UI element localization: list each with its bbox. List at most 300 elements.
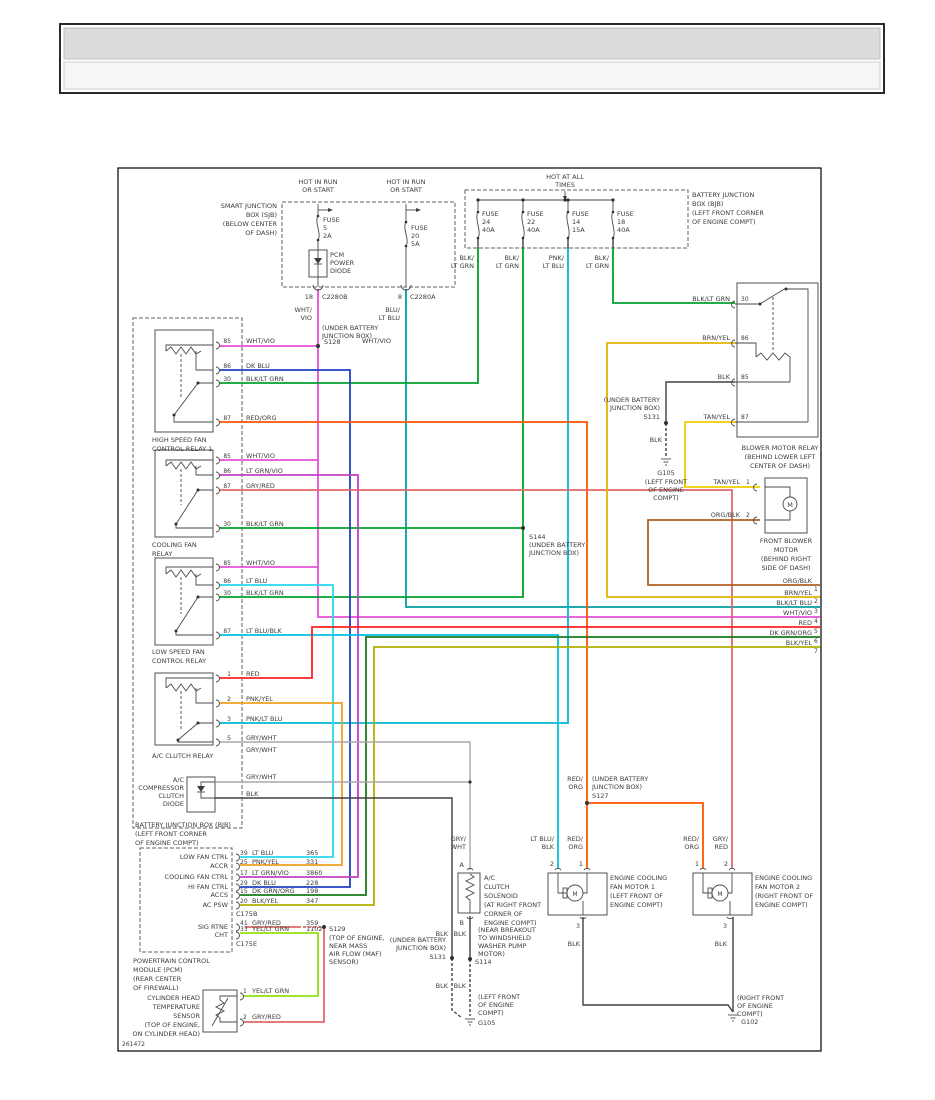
bjb-title: OF ENGINE COMPT) [692, 218, 756, 226]
g105-bottom-location: OF ENGINE [478, 1001, 514, 1009]
feed-arrow-right [416, 208, 421, 212]
g102-location: COMPT) [737, 1010, 763, 1018]
pin-number: 5 [227, 735, 231, 742]
stub-number: 1 [814, 586, 818, 593]
wire-label: PNK/LT BLU [246, 715, 283, 723]
pin-number: 30 [223, 590, 231, 597]
pin-number: 39 [240, 850, 248, 857]
fuse5-label: FUSE [323, 216, 340, 224]
wire-label: GRY/WHT [246, 734, 277, 742]
ls-relay-name: LOW SPEED FAN [152, 648, 205, 656]
bjb-left-label: BATTERY JUNCTION BOX (BJB) [135, 821, 231, 829]
s128-location: (UNDER BATTERY [322, 324, 379, 332]
pcm-connector-id: C175E [236, 940, 258, 948]
g105-top-location: (LEFT FRONT [644, 478, 688, 486]
pin-number: 29 [240, 880, 248, 887]
blower-relay-box [737, 283, 818, 437]
s131-top-location: (UNDER BATTERY [603, 396, 660, 404]
cht-name: ON CYLINDER HEAD) [132, 1030, 200, 1038]
hs-relay-name: HIGH SPEED FAN [152, 436, 207, 444]
stub-number: 3 [814, 608, 818, 615]
wire-label: GRY/RED [246, 482, 275, 490]
circuit-number: 365 [306, 849, 319, 857]
wire-label: PNK/YEL [252, 858, 279, 866]
pin-number: 1 [746, 479, 750, 486]
wire-label: GRY/WHT [246, 773, 277, 781]
pin-number: 87 [223, 628, 231, 635]
pcm-diode-label: DIODE [330, 267, 352, 275]
s144-id: S144 [529, 533, 546, 541]
wire-label: BLK [649, 436, 662, 444]
blower-relay-name: (BEHIND LOWER LEFT [744, 453, 816, 461]
ac-relay-name: A/C CLUTCH RELAY [152, 752, 214, 760]
header [60, 24, 884, 93]
fan1-name: FAN MOTOR 1 [610, 883, 656, 891]
pcm-name: POWERTRAIN CONTROL [133, 957, 210, 965]
pin-number: 86 [741, 335, 749, 342]
motor-symbol-label: M [787, 501, 793, 509]
pin-number: 87 [223, 415, 231, 422]
wire-label: YEL/LT GRN [252, 987, 290, 995]
hot-in-run-label: OR START [302, 186, 334, 194]
connector-pin: 8 [397, 293, 402, 301]
pin-number: 2 [549, 860, 554, 868]
pin-number: 41 [240, 920, 248, 927]
wire-label: ORG/BLK [710, 511, 740, 519]
bjb-left-label: (LEFT FRONT CORNER [135, 830, 207, 838]
pin-number: 2 [746, 512, 750, 519]
cht-name: CYLINDER HEAD [147, 994, 200, 1002]
wire-label: BLK/LT GRN [692, 295, 730, 303]
pin-number: 86 [223, 578, 231, 585]
g102-location: OF ENGINE [737, 1002, 773, 1010]
wire-label: BLK [435, 930, 448, 938]
fuse18-amp: 40A [617, 226, 630, 234]
blower-relay-name: BLOWER MOTOR RELAY [741, 444, 819, 452]
stub-wire-label: DK GRN/ORG [769, 629, 812, 637]
blower-motor-name: MOTOR [773, 546, 799, 554]
hot-in-run-label: HOT IN RUN [298, 178, 338, 186]
connector-id: C2280B [322, 293, 348, 301]
hot-at-all-times-label: HOT AT ALL [546, 173, 584, 181]
s128-location: JUNCTION BOX) [322, 332, 373, 340]
pin-number: 33 [240, 926, 248, 933]
fuse-label: FUSE [617, 210, 634, 218]
wire-label: BLK [717, 373, 730, 381]
wire-label: GRY/ [712, 835, 728, 843]
pin-number: 1 [227, 671, 231, 678]
wire-label-blu-lt-blu: LT BLU [378, 314, 400, 322]
stub-wire-label: RED [798, 619, 812, 627]
pin-number: 2 [243, 1014, 247, 1021]
pin-number: 85 [741, 374, 749, 381]
blower-relay-labels [604, 295, 819, 502]
s128-id: S128 [324, 338, 341, 346]
fuse22-amp: 40A [527, 226, 540, 234]
clutch-diode-name: A/C [172, 776, 184, 784]
wire-label-blu-lt-blu: BLU/ [385, 306, 400, 314]
blower-motor-name: FRONT BLOWER [759, 537, 813, 545]
pin-number: 17 [240, 870, 248, 877]
stub-wire-label: ORG/BLK [782, 577, 812, 585]
stub-number: 6 [814, 638, 818, 645]
s114-location: (NEAR BREAKOUT [478, 926, 536, 934]
g105-bottom-id: G105 [478, 1019, 496, 1027]
s127-location: JUNCTION BOX) [592, 783, 643, 791]
cht-name: TEMPERATURE [152, 1003, 200, 1011]
pin-number: 87 [223, 483, 231, 490]
bjb-left-label: OF ENGINE COMPT) [135, 839, 199, 847]
wire-label: LT BLU [542, 262, 564, 270]
s144-location: (UNDER BATTERY [529, 541, 586, 549]
hot-at-all-times-label: TIMES [555, 181, 575, 189]
clutch-diode-name: CLUTCH [158, 792, 184, 800]
stub-wire-label: BRN/YEL [784, 589, 812, 597]
s127-id: S127 [592, 792, 609, 800]
pin-number: 3 [576, 923, 580, 930]
fuse-label: FUSE [482, 210, 499, 218]
stub-wire-label: WHT/VIO [783, 609, 812, 617]
wire-label: PNK/YEL [246, 695, 273, 703]
clutch-diode-glyph [197, 786, 205, 792]
cht-labels [132, 987, 289, 1038]
ls-relay-box [155, 558, 213, 645]
fuse5-num: 5 [323, 224, 328, 232]
blower-motor-name: (BEHIND RIGHT [760, 555, 812, 563]
fuse14-num: 14 [572, 218, 581, 226]
ac-relay-box [155, 673, 213, 745]
wire-lt-grn-vio [219, 475, 358, 877]
wire-label: YEL/LT GRN [252, 925, 290, 933]
wire-label-wht-vio: WHT/VIO [362, 337, 391, 345]
pcm-diode-label: PCM [330, 251, 345, 259]
pin-number: 87 [741, 414, 749, 421]
motor-symbol-label: M [717, 891, 723, 898]
clutch-diode-name: COMPRESSOR [138, 784, 184, 792]
splice-s131-bottom-dot [450, 956, 454, 960]
offpage-stubs [769, 577, 818, 655]
pcm-pin-function: COOLING FAN CTRL [164, 873, 228, 881]
pcm-pin-function: AC PSW [202, 901, 228, 909]
wire-label: BLK [714, 940, 727, 948]
solenoid-name: (AT RIGHT FRONT [484, 901, 542, 909]
circuit-number: 331 [306, 858, 319, 866]
splice-s144-dot [521, 526, 525, 530]
sjb-box [282, 202, 455, 287]
wire-label: LT BLU [252, 849, 274, 857]
wire-label: BRN/YEL [702, 334, 730, 342]
fan2-name: ENGINE COOLING [755, 874, 813, 882]
pcm-name: (REAR CENTER [133, 975, 182, 983]
circuit-number: 198 [306, 887, 319, 895]
splice-s128-dot [316, 344, 320, 348]
s129-location: NEAR MASS [329, 942, 368, 950]
wire-label: BLK [246, 790, 259, 798]
solenoid-pin-a: A [459, 861, 464, 869]
g105-top-location: COMPT) [653, 494, 679, 502]
wire-label: BLK [453, 930, 466, 938]
wire-label-wht-vio: WHT/ [294, 306, 312, 314]
wire-label: BLK/LT GRN [246, 589, 284, 597]
pcm-diode-label: POWER [330, 259, 355, 267]
circuit-number: 3860 [306, 869, 323, 877]
bjb-title: BATTERY JUNCTION [692, 191, 755, 199]
wire-blk-yel [240, 647, 820, 905]
wire-label: ORG [684, 843, 699, 851]
fuse-label: FUSE [572, 210, 589, 218]
stub-wire-label: BLK/LT BLU [776, 599, 812, 607]
sjb-title: OF DASH) [245, 229, 277, 237]
pcm-pin-function: CHT [214, 931, 228, 939]
pin-number: 85 [223, 453, 231, 460]
pin-number: 30 [741, 296, 749, 303]
blower-relay-name: CENTER OF DASH) [750, 462, 810, 470]
pcm-pin-function: LOW FAN CTRL [179, 853, 228, 861]
cf-relay-name: COOLING FAN [152, 541, 197, 549]
solenoid-ground-labels [390, 835, 541, 1027]
sjb-title: BOX (SJB) [245, 211, 277, 219]
wire-label: LT GRN [585, 262, 609, 270]
wire-label: BLK/LT GRN [246, 375, 284, 383]
pin-number: 2 [723, 860, 728, 868]
wire-label: LT BLU/BLK [246, 627, 282, 635]
wire-dk-blu [219, 370, 350, 887]
fuse24-num: 24 [482, 218, 491, 226]
ls-relay-name: CONTROL RELAY [152, 657, 207, 665]
pin-number: 86 [223, 363, 231, 370]
s127-location: (UNDER BATTERY [592, 775, 649, 783]
pcm-pin-function: HI FAN CTRL [187, 883, 228, 891]
s129-location: (TOP OF ENGINE, [329, 934, 385, 942]
wire-label: LT BLU [246, 577, 268, 585]
wire-label: RED/ [683, 835, 699, 843]
wire-label: GRY/RED [252, 1013, 281, 1021]
stub-number: 5 [814, 628, 818, 635]
solenoid-pin-b: B [459, 919, 464, 927]
wire-label: BLK/ [504, 254, 519, 262]
s131-top-location: JUNCTION BOX) [609, 404, 660, 412]
hs-relay-name: CONTROL RELAY 1 [152, 445, 213, 453]
blower-motor-labels [711, 478, 813, 572]
wire-label: LT GRN/VIO [246, 467, 283, 475]
s114-location: WASHER PUMP [478, 942, 527, 950]
bjb-title: BOX (BJB) [692, 200, 724, 208]
wire-label: WHT/VIO [246, 337, 275, 345]
fuse18-num: 18 [617, 218, 626, 226]
s114-location: TO WINDSHIELD [478, 934, 532, 942]
pin-number: 85 [223, 338, 231, 345]
solenoid-name: A/C [484, 874, 496, 882]
stub-wire-label: BLK/YEL [785, 639, 812, 647]
solenoid-name: ENGINE COMPT) [484, 919, 537, 927]
splice-s129-dot [322, 925, 326, 929]
splice-s127-dot [585, 801, 589, 805]
pin-number: 1 [243, 988, 247, 995]
pin-number: 20 [240, 898, 248, 905]
wire-label: ORG [568, 843, 583, 851]
pcm-pin-function: ACCS [210, 891, 228, 899]
pcm-pin-function: SIG RTNE [197, 923, 228, 931]
hot-in-run-label: OR START [390, 186, 422, 194]
wire-label: RED/ [567, 835, 583, 843]
wire-pnk-yel [219, 703, 342, 865]
wire-label: TAN/YEL [703, 413, 730, 421]
splice-s131-top-dot [664, 421, 668, 425]
fuse-label: FUSE [527, 210, 544, 218]
s129-location: AIR FLOW (MAF) [329, 950, 382, 958]
sjb-title: SMART JUNCTION [220, 202, 277, 210]
s144-location: JUNCTION BOX) [529, 549, 580, 557]
pin-number: 30 [223, 376, 231, 383]
wire-label-wht-vio: VIO [300, 314, 312, 322]
circuit-number: 1102 [306, 925, 323, 933]
wire-label: PNK/ [548, 254, 564, 262]
wire-label: GRY/ [450, 835, 466, 843]
wire-label: DK BLU [252, 879, 276, 887]
wire-label: BLK/ [459, 254, 474, 262]
feed-arrow-left [328, 208, 333, 212]
pcm-connector-id: C175B [236, 910, 258, 918]
fan2-name: FAN MOTOR 2 [755, 883, 801, 891]
fuse20-num: 20 [411, 232, 420, 240]
solenoid-name: CORNER OF [484, 910, 523, 918]
clutch-diode-name: DIODE [162, 800, 184, 808]
wire-label: LT GRN/VIO [252, 869, 289, 877]
circuit-number: 359 [306, 919, 319, 927]
wire-label: DK BLU [246, 362, 270, 370]
cht-name: (TOP OF ENGINE, [144, 1021, 200, 1029]
bjb-title: (LEFT FRONT CORNER [692, 209, 764, 217]
s114-id: S114 [475, 958, 492, 966]
g105-bottom-location: COMPT) [478, 1009, 504, 1017]
diagram-id: 261472 [122, 1041, 145, 1048]
g102-location: (RIGHT FRONT [737, 994, 785, 1002]
stub-number: 4 [814, 618, 818, 625]
s131-top-id: S131 [643, 413, 660, 421]
stub-number: 7 [814, 648, 818, 655]
wire-label: WHT/VIO [246, 452, 275, 460]
fuse20-amp: 5A [411, 240, 420, 248]
s131-bottom-id: S131 [429, 953, 446, 961]
s129-id: S129 [329, 925, 346, 933]
wire-label: LT GRN [495, 262, 519, 270]
g102-id: G102 [741, 1018, 759, 1026]
pcm-labels [133, 849, 385, 992]
s131-bottom-location: (UNDER BATTERY [389, 936, 446, 944]
connector-pin: 18 [304, 293, 313, 301]
fan1-name: (LEFT FRONT OF [610, 892, 664, 900]
wire-label: BLK [567, 940, 580, 948]
wire-label: BLK/ [594, 254, 609, 262]
fuse24-amp: 40A [482, 226, 495, 234]
wire-label: GRY/WHT [246, 746, 277, 754]
pin-number: 85 [223, 560, 231, 567]
cht-name: SENSOR [173, 1012, 200, 1020]
pcm-diode-glyph [314, 258, 322, 264]
wire-label: WHT/VIO [246, 559, 275, 567]
cf-relay-name: RELAY [152, 550, 173, 558]
left-relays-labels [135, 337, 284, 847]
wire-label: RED/ [567, 775, 583, 783]
s131-bottom-location: JUNCTION BOX) [395, 944, 446, 952]
wire-label: BLK/YEL [252, 897, 279, 905]
header-bar-bottom [64, 62, 880, 89]
wire-label: RED/ORG [246, 414, 277, 422]
s114-location: MOTOR) [478, 950, 505, 958]
fuse22-num: 22 [527, 218, 536, 226]
solenoid-name: SOLENOID [484, 892, 518, 900]
solenoid-name: CLUTCH [484, 883, 510, 891]
fan1-name: ENGINE COOLING [610, 874, 668, 882]
g105-top-id: G105 [657, 469, 675, 477]
wire-label: ORG [568, 783, 583, 791]
splice-s114-dot [468, 957, 472, 961]
wire-label: DK GRN/ORG [252, 887, 295, 895]
pin-number: 1 [694, 860, 699, 868]
wire-label: BLK [453, 982, 466, 990]
wire-gry-red [219, 490, 732, 1022]
pin-number: 30 [223, 521, 231, 528]
pcm-name: OF FIREWALL) [133, 984, 179, 992]
fan2-name: ENGINE COMPT) [755, 901, 808, 909]
header-bar-top [64, 28, 880, 59]
bjb-labels [451, 173, 765, 270]
wire-label: TAN/YEL [713, 478, 740, 486]
pcm-name: MODULE (PCM) [133, 966, 183, 974]
sjb-labels [221, 178, 436, 346]
circuit-number: 228 [306, 879, 319, 887]
hot-in-run-label: HOT IN RUN [386, 178, 426, 186]
wire-label: RED [714, 843, 728, 851]
pcm-pin-function: ACCR [210, 862, 228, 870]
wire-label: GRY/RED [252, 919, 281, 927]
s129-location: SENSOR) [329, 958, 359, 966]
g105-top-location: OF ENGINE [648, 486, 684, 494]
wire-label: BLK [541, 843, 554, 851]
stub-number: 2 [814, 598, 818, 605]
pin-number: 1 [578, 860, 583, 868]
fuse5-amp: 2A [323, 232, 332, 240]
fuse14-amp: 15A [572, 226, 585, 234]
pin-number: 86 [223, 468, 231, 475]
wire-label: RED [246, 670, 260, 678]
connector-id: C2280A [410, 293, 436, 301]
motor-symbol-label: M [572, 891, 578, 898]
pin-number: 25 [240, 859, 248, 866]
wire-label: WHT [450, 843, 466, 851]
wire-label: LT BLU/ [530, 835, 554, 843]
pin-number: 2 [227, 696, 231, 703]
pin-number: 3 [227, 716, 231, 723]
pin-number: 15 [240, 888, 248, 895]
wire-red-org [219, 422, 703, 868]
fan2-name: (RIGHT FRONT OF [755, 892, 814, 900]
mid-splice-labels [528, 533, 648, 800]
blower-motor-name: SIDE OF DASH) [761, 564, 811, 572]
blower-motor-box [765, 478, 807, 533]
wire-label: LT GRN [450, 262, 474, 270]
g105-bottom-location: (LEFT FRONT [478, 993, 521, 1001]
circuit-number: 347 [306, 897, 319, 905]
wire-label: BLK [435, 982, 448, 990]
pin-number: 3 [723, 923, 727, 930]
fan1-name: ENGINE COMPT) [610, 901, 663, 909]
wire-label: BLK/LT GRN [246, 520, 284, 528]
cf-relay-box [155, 450, 213, 537]
sjb-title: (BELOW CENTER [222, 220, 277, 228]
fan-labels [531, 835, 814, 1026]
fuse20-label: FUSE [411, 224, 428, 232]
